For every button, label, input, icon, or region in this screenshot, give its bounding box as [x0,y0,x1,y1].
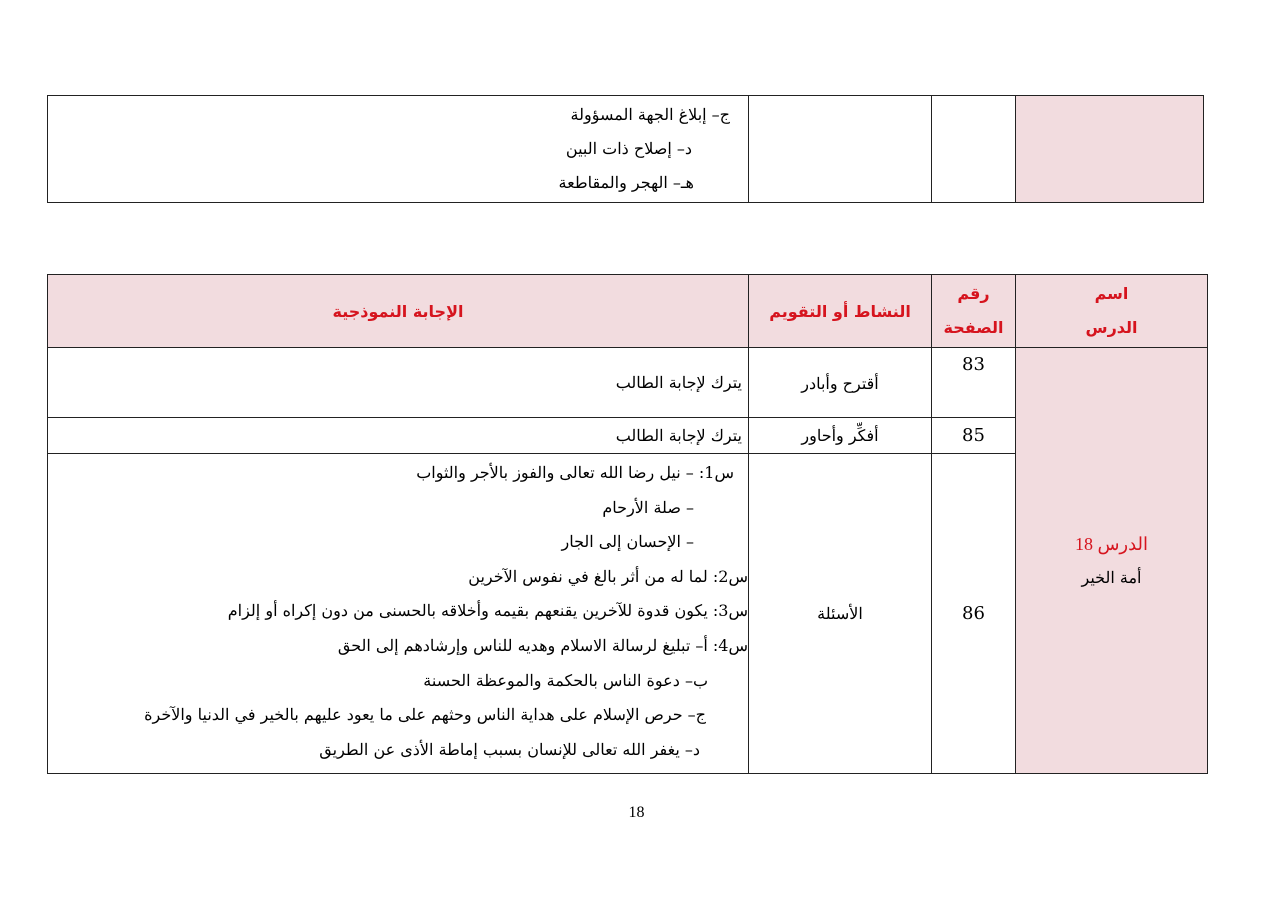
page-number: 18 [628,804,645,821]
header-model-answer: الإجابة النموذجية [48,275,749,348]
answer-line: ج– إبلاغ الجهة المسؤولة [570,105,730,124]
answer-line: د– يغفر الله تعالى للإنسان بسبب إماطة الأذى عن الطريق [319,739,700,759]
answer-line: د– إصلاح ذات البين [565,139,692,158]
answer-line: يترك لإجابة الطالب [615,372,742,392]
header-lesson-name: اسم الدرس [1016,275,1208,348]
answer-line: – الإحسان إلى الجار [561,532,694,552]
answer-line: س3: يكون قدوة للآخرين يقنعهم بقيمه وأخلاقه بالحسنى من دون إكراه أو إلزام [227,601,748,621]
page-cell [932,96,1016,203]
answer-line: س4: أ– تبليغ لرسالة الاسلام وهديه للناس وإرشادهم إلى الحق [337,635,748,655]
lesson-number: الدرس 18 [1074,533,1149,554]
answer-line: يترك لإجابة الطالب [615,425,742,445]
lesson-cell [1016,348,1208,774]
answer-line: هـ– الهجر والمقاطعة [558,173,694,192]
header-page-number: رقم الصفحة [932,275,1016,348]
lesson-title: أمة الخير [1081,567,1142,587]
activity-cell: أفكِّر وأحاور [749,418,932,454]
answer-line: س2: لما له من أثر بالغ في نفوس الآخرين [468,566,748,586]
activity-cell [749,96,932,203]
answer-line: – صلة الأرحام [602,497,694,517]
page-number-cell: 86 [932,454,1016,774]
page-number-cell: 85 [932,418,1016,454]
page-number-cell: 83 [932,348,1016,418]
answer-line: ب– دعوة الناس بالحكمة والموعظة الحسنة [423,670,708,690]
answer-cell [48,454,749,774]
answer-cell [48,348,749,418]
continuation-table [47,95,1204,203]
answer-line: س1: – نيل رضا الله تعالى والفوز بالأجر والثواب [416,463,734,482]
lesson-answers-table [47,274,1208,774]
answer-cell [48,418,749,454]
answer-cell [48,96,749,203]
activity-cell: أقترح وأبادر [749,348,932,418]
header-activity: النشاط أو التقويم [749,275,932,348]
lesson-cell [1016,96,1204,203]
answer-line: ج– حرص الإسلام على هداية الناس وحثهم على ما يعود عليهم بالخير في الدنيا والآخرة [144,705,706,725]
activity-cell: الأسئلة [749,454,932,774]
